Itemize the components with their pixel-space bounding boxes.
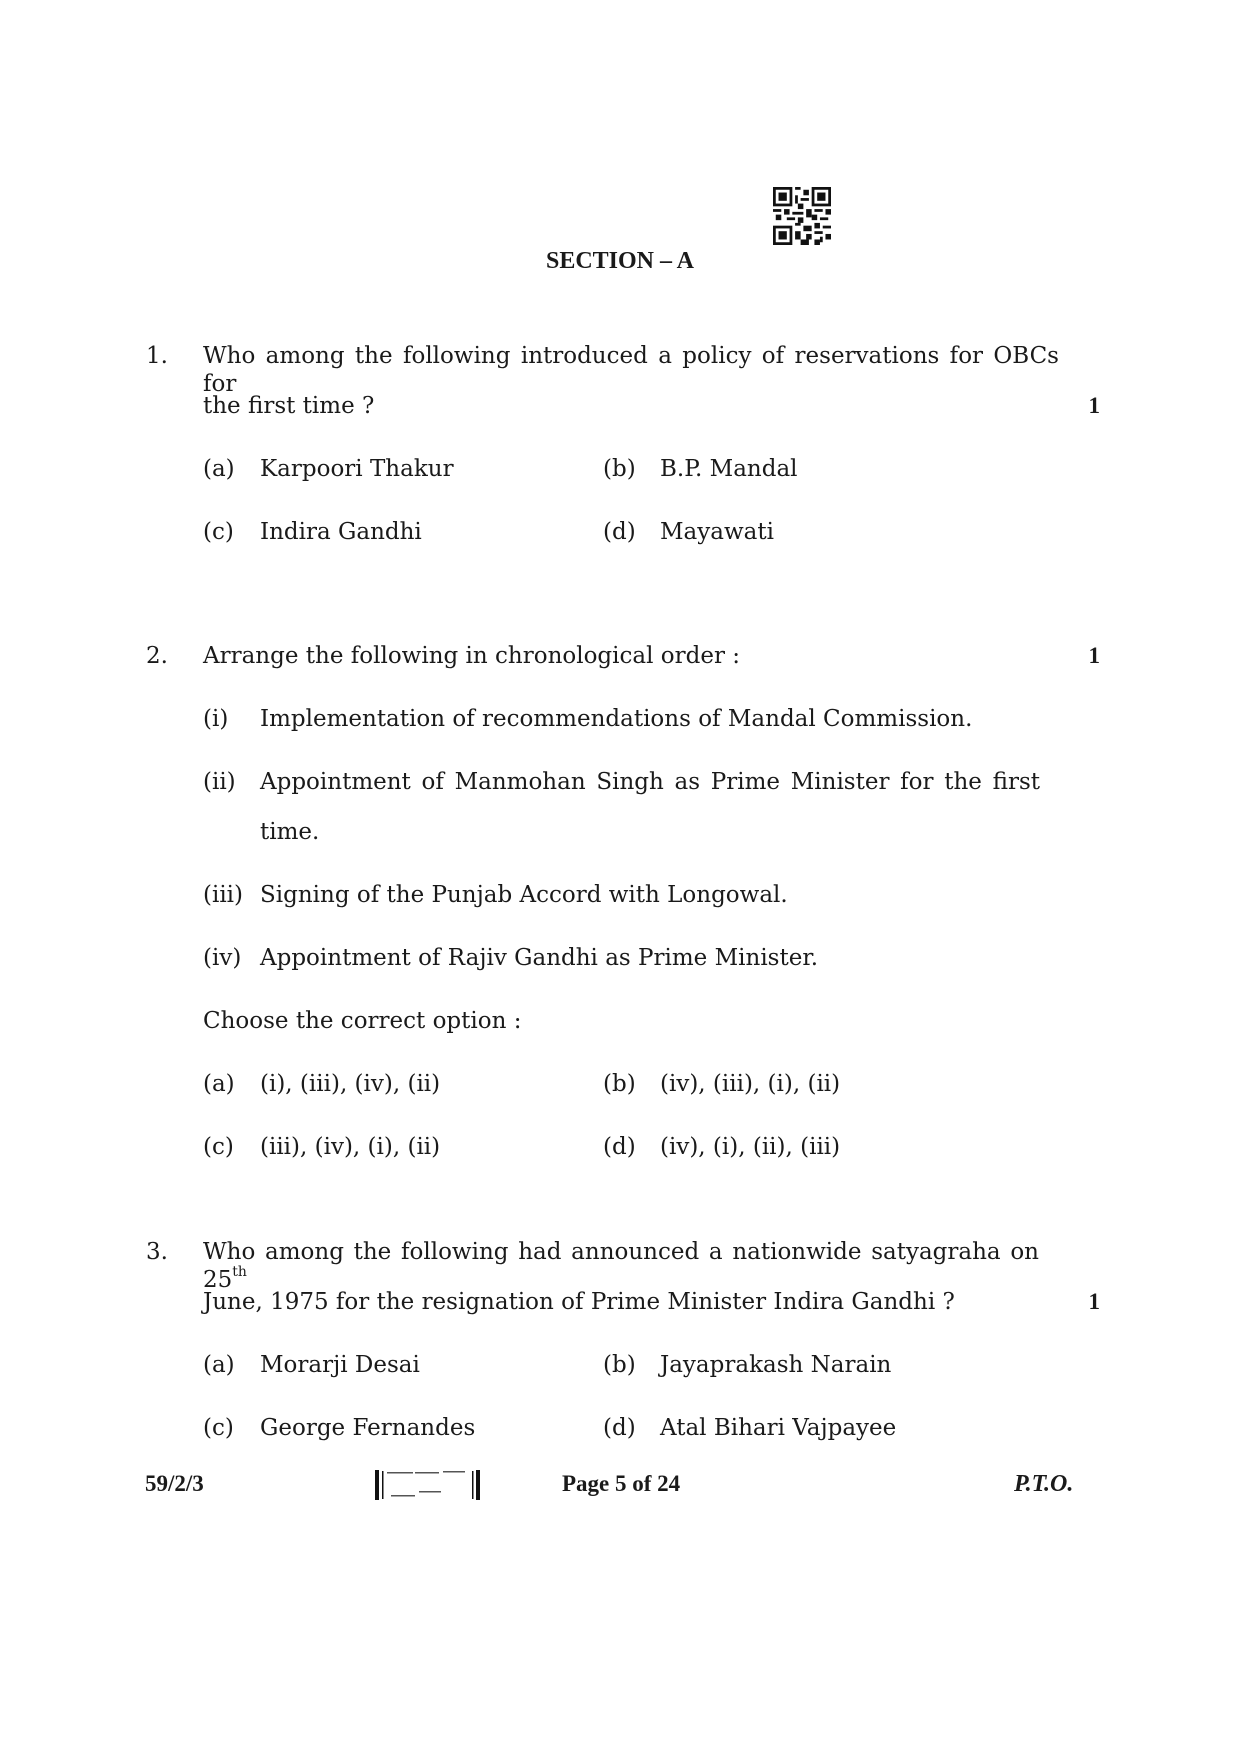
q2-option-d-label: (d) xyxy=(603,1134,636,1160)
question-3-text-cont: June, 1975 for the resignation of Prime Minister Indira Gandhi ? xyxy=(203,1289,955,1315)
q3-option-a-label: (a) xyxy=(203,1352,235,1378)
q2-statement-ii-text: Appointment of Manmohan Singh as Prime Minister for the first xyxy=(260,769,1040,795)
question-2-number: 2. xyxy=(146,643,168,669)
q3-option-b-label: (b) xyxy=(603,1352,636,1378)
q2-statement-iv-text: Appointment of Rajiv Gandhi as Prime Minister. xyxy=(260,945,819,971)
q1-option-d-text: Mayawati xyxy=(660,519,774,545)
q3-option-b-text: Jayaprakash Narain xyxy=(660,1352,892,1378)
paper-code: 59/2/3 xyxy=(145,1471,204,1496)
q1-option-c-text: Indira Gandhi xyxy=(260,519,422,545)
q2-option-d-text: (iv), (i), (ii), (iii) xyxy=(660,1134,841,1160)
q2-option-c-text: (iii), (iv), (i), (ii) xyxy=(260,1134,441,1160)
barcode-icon xyxy=(375,1468,481,1502)
q3-option-d-text: Atal Bihari Vajpayee xyxy=(660,1415,897,1441)
q2-option-c-label: (c) xyxy=(203,1134,234,1160)
question-3-text-sup: th xyxy=(232,1264,247,1281)
question-3-text xyxy=(203,1238,1039,1294)
q1-option-d-label: (d) xyxy=(603,519,636,545)
q2-option-b-label: (b) xyxy=(603,1071,636,1097)
q3-option-c-label: (c) xyxy=(203,1415,234,1441)
q3-option-c-text: George Fernandes xyxy=(260,1415,476,1441)
question-3-text-main: Who among the following had announced a nationwide satyagraha on 25 xyxy=(203,1239,1039,1293)
q2-option-a-label: (a) xyxy=(203,1071,235,1097)
page-number: Page 5 of 24 xyxy=(562,1471,681,1496)
section-title: SECTION – A xyxy=(545,248,695,274)
q2-statement-ii-text-cont: time. xyxy=(260,819,320,845)
q2-statement-iv-label: (iv) xyxy=(203,945,242,971)
q2-statement-i-text: Implementation of recommendations of Mandal Commission. xyxy=(260,706,973,732)
q1-option-a-label: (a) xyxy=(203,456,235,482)
q3-option-d-label: (d) xyxy=(603,1415,636,1441)
q2-option-b-text: (iv), (iii), (i), (ii) xyxy=(660,1071,841,1097)
question-1-text: Who among the following introduced a policy of reservations for OBCs for xyxy=(203,343,1059,397)
q2-statement-ii-label: (ii) xyxy=(203,769,236,795)
question-1-number: 1. xyxy=(146,343,168,369)
q1-option-b-label: (b) xyxy=(603,456,636,482)
pto-label: P.T.O. xyxy=(1014,1471,1074,1497)
q2-option-a-text: (i), (iii), (iv), (ii) xyxy=(260,1071,441,1097)
question-1-text-cont: the first time ? xyxy=(203,393,375,419)
q2-statement-iii-text: Signing of the Punjab Accord with Longowal. xyxy=(260,882,788,908)
question-2-text: Arrange the following in chronological order : xyxy=(203,643,741,669)
q3-option-a-text: Morarji Desai xyxy=(260,1352,420,1378)
q1-option-a-text: Karpoori Thakur xyxy=(260,456,454,482)
question-3-marks: 1 xyxy=(1088,1289,1100,1314)
q1-option-c-label: (c) xyxy=(203,519,234,545)
q2-statement-iii-label: (iii) xyxy=(203,882,244,908)
question-1-marks: 1 xyxy=(1088,393,1100,418)
q2-prompt: Choose the correct option : xyxy=(203,1008,522,1034)
q2-statement-i-label: (i) xyxy=(203,706,229,732)
question-2-marks: 1 xyxy=(1088,643,1100,668)
q1-option-b-text: B.P. Mandal xyxy=(660,456,798,482)
question-3-number: 3. xyxy=(146,1239,168,1265)
qr-code-icon xyxy=(773,187,831,245)
